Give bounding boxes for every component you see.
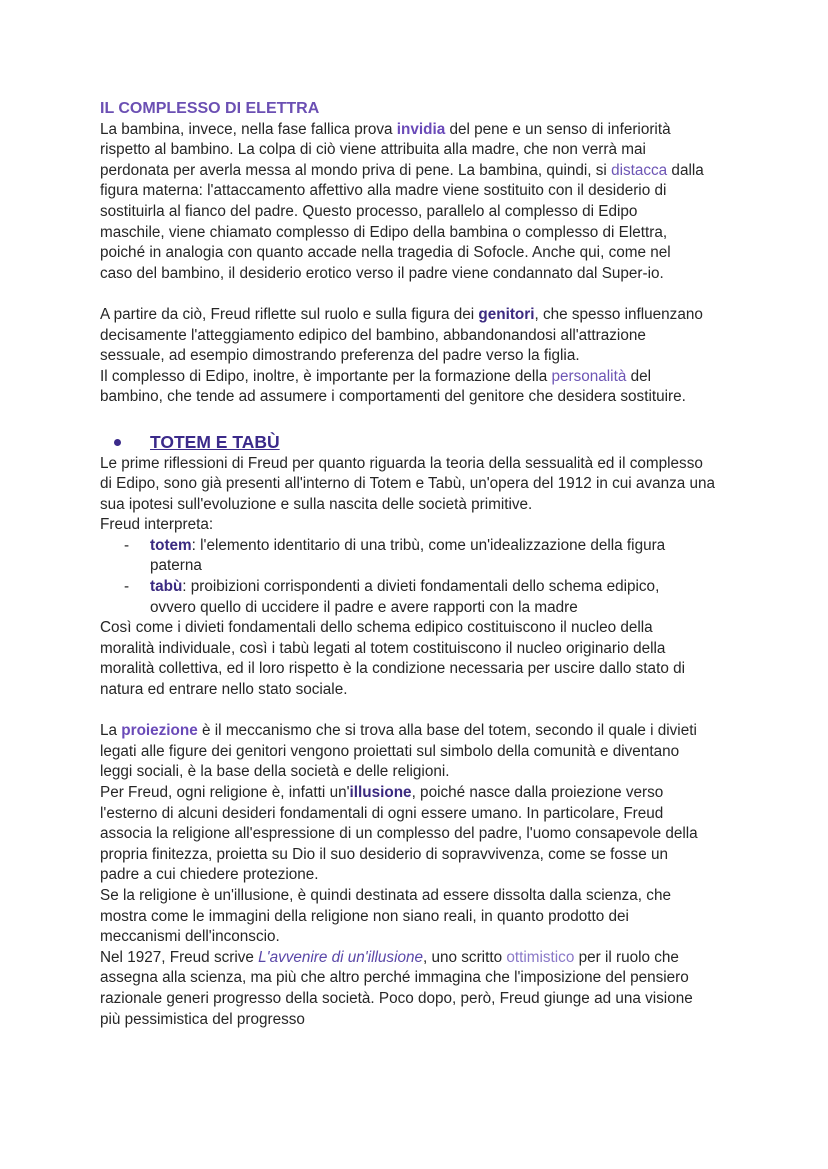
blank-line [100,408,715,429]
text-run: ovvero quello di uccidere il padre e avere rapporti con la madre [150,598,578,616]
text-run: Per Freud, ogni religione è, infatti un' [100,784,350,801]
text-run: legati alle figure dei genitori vengono proiettati sul simbolo della comunità e diventano [100,742,680,760]
list-item [100,556,715,577]
text-line [100,804,715,825]
text-run: IL COMPLESSO DI ELETTRA [100,100,320,117]
text-run: del [626,367,652,385]
text-run: di Edipo, sono già presenti all'interno di Totem e Tabù, un'opera del 1912 in cui avanza una [100,475,716,493]
text-run: per il ruolo che [574,948,679,966]
text-run: dalla [667,161,704,179]
text-run: Le prime riflessioni di Freud per quanto riguarda la teoria della sessualità ed il complesso [100,454,703,472]
text-run: Freud interpreta: [100,516,214,534]
text-line [100,387,715,408]
text-line [100,762,715,783]
text-line [100,140,715,161]
text-run: meccanismi dell'inconscio. [100,928,280,946]
text-run: caso del bambino, il desiderio erotico verso il padre viene condannato dal Super-io. [100,264,664,282]
section-heading [100,99,715,120]
text-line [100,223,715,244]
text-run: razionale generi progresso della società. Poco dopo, però, Freud giunge ad una visione [100,989,693,1007]
bullet-icon [114,439,121,446]
list-item [100,598,715,619]
text-run: , che spesso influenzano [534,305,703,323]
blank-line [100,284,715,305]
text-run: sua ipotesi sull'evoluzione e sulla nascita delle società primitive. [100,495,533,513]
text-run: associa la religione all'espressione di un complesso del padre, l'uomo consapevole della [100,825,698,843]
list-dash: - [124,536,130,554]
highlighted-term: totem [150,536,192,554]
text-line [100,907,715,928]
text-run: : proibizioni corrispondenti a divieti fondamentali dello schema edipico, [182,578,660,596]
highlighted-term: illusione [349,784,412,801]
text-run: : l'elemento identitario di una tribù, come un'idealizzazione della figura [191,536,666,554]
highlighted-term: personalità [551,367,627,385]
document-page [100,99,715,1030]
text-run: moralità individuale, così i tabù legati al totem costituiscono il nucleo originario della [100,639,666,657]
list-dash: - [124,578,130,596]
text-line [100,515,715,536]
text-line [100,721,715,742]
highlighted-term: ottimistico [506,948,575,966]
text-run: figura materna: l'attaccamento affettivo alla madre viene sostituito con il desiderio di [100,182,667,200]
text-run: bambino, che tende ad assumere i comportamenti del genitore che desidera sostituire. [100,388,686,406]
text-line [100,618,715,639]
text-run: mostra come le immagini della religione non siano reali, in quanto prodotto dei [100,907,629,925]
highlighted-term: proiezione [121,722,198,740]
text-run: TOTEM E TABÙ [150,431,280,452]
text-line [100,326,715,347]
text-line [100,659,715,680]
highlighted-term: tabù [150,578,183,596]
text-run: più pessimistica del progresso [100,1010,305,1028]
highlighted-term: L'avvenire di un'illusione [258,948,424,966]
text-line [100,202,715,223]
text-run: Il complesso di Edipo, inoltre, è importante per la formazione della [100,367,552,385]
text-line [100,948,715,969]
text-line [100,161,715,182]
text-line [100,346,715,367]
text-line [100,367,715,388]
text-run: è il meccanismo che si trova alla base del totem, secondo il quale i divieti [197,722,697,740]
text-run: l'esterno di alcuni desideri fondamentali di ogni essere umano. In particolare, Freud [100,804,664,822]
text-line [100,783,715,804]
text-run: sessuale, ad esempio dimostrando preferenza del padre verso la figlia. [100,347,580,365]
text-line [100,865,715,886]
list-item [100,536,715,557]
text-line [100,181,715,202]
text-line [100,968,715,989]
highlighted-term: invidia [396,120,446,138]
text-run: Così come i divieti fondamentali dello schema edipico costituiscono il nucleo della [100,619,653,637]
highlighted-term: genitori [478,305,535,323]
text-run: perdonata per averla messa al mondo priva di pene. La bambina, quindi, si [100,161,612,179]
text-line [100,120,715,141]
text-line [100,474,715,495]
text-run: maschile, viene chiamato complesso di Edipo della bambina o complesso di Elettra, [100,223,668,241]
text-run: paterna [150,557,202,575]
text-run: propria finitezza, proietta su Dio il suo desiderio di sopravvivenza, come se fosse un [100,845,668,863]
text-line [100,927,715,948]
text-run: padre a cui chiedere protezione. [100,866,319,884]
list-item [100,577,715,598]
text-line [100,639,715,660]
text-line [100,824,715,845]
text-run: Nel 1927, Freud scrive [100,948,259,966]
text-run: del pene e un senso di inferiorità [445,120,671,138]
text-run: , poiché nasce dalla proiezione verso [411,784,664,801]
text-run: moralità collettiva, ed il loro rispetto è la condizione necessaria per uscire dallo stato di [100,660,685,678]
text-run: natura ed entrare nello stato sociale. [100,681,348,699]
text-run: A partire da ciò, Freud riflette sul ruolo e sulla figura dei [100,305,479,323]
section-heading [100,430,715,454]
text-line [100,305,715,326]
text-run: rispetto al bambino. La colpa di ciò viene attribuita alla madre, che non verrà mai [100,141,646,159]
text-run: , uno scritto [423,948,507,966]
text-line [100,886,715,907]
text-line [100,495,715,516]
text-line [100,264,715,285]
text-run: poiché in analogia con quanto accade nella tragedia di Sofocle. Anche qui, come nel [100,244,671,262]
text-line [100,1010,715,1031]
text-run: assegna alla scienza, ma più che altro perché immagina che l'imposizione del pensiero [100,969,689,987]
text-line [100,989,715,1010]
text-line [100,680,715,701]
blank-line [100,701,715,722]
text-run: decisamente l'atteggiamento edipico del bambino, abbandonandosi all'attrazione [100,326,646,344]
text-run: Se la religione è un'illusione, è quindi destinata ad essere dissolta dalla scienza, che [100,886,671,904]
text-line [100,243,715,264]
text-line [100,454,715,475]
text-run: La bambina, invece, nella fase fallica prova [100,120,397,138]
text-run: leggi sociali, è la base della società e delle religioni. [100,763,450,781]
highlighted-term: distacca [611,161,668,179]
text-line [100,742,715,763]
text-run: La [100,722,122,740]
text-run: sostituirla al fianco del padre. Questo processo, parallelo al complesso di Edipo [100,202,638,220]
text-line [100,845,715,866]
